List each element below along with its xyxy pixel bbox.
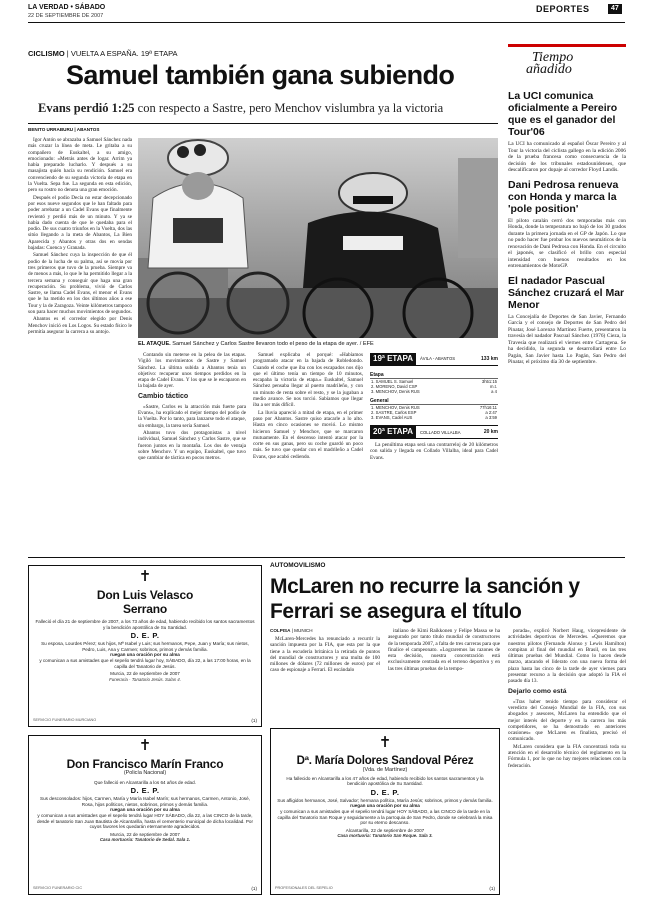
obituary xyxy=(28,565,262,727)
sidebar-item-headline: Dani Pedrosa renueva con Honda y marca la 'pole position' xyxy=(508,178,619,215)
obituary-subtitle: (Vda. de Martínez) xyxy=(362,767,408,773)
obituary-date: Murcia, 22 de septiembre de 2007 xyxy=(110,831,180,837)
sidebar-item-headline: La UCI comunica oficialmente a Pereiro que es el ganador del Tour'06 xyxy=(508,90,618,138)
obituary-funeral: y comunican a sus amistades que el sepelio tendrá lugar HOY SÁBADO, a las CINCO de la tarde en la capilla del Tanatorio San Roque y seguidamente a la parroquia de San Pedro, donde se celebrará la misa por su eterno descanso. xyxy=(277,808,493,826)
paragraph: Abantos es el corredor elegido por Denis Menchov inició en Los Logos. Su estado físico le permitía asegurar la carrera a su antojo. xyxy=(28,316,132,335)
caption-bold: EL ATAQUE. xyxy=(138,341,171,347)
obituary-text: Que falleció en Alcantarilla a los 64 años de edad. xyxy=(94,779,196,785)
obituary-prayer: ruegan una oración por su alma xyxy=(110,807,180,813)
sidebar-item-body: La UCI ha comunicado al español Óscar Pereiro y al Tour la victoria del ciclista gallego en la edición 2006 de la prueba francesa como consecuencia de la decisión de los tribunales estadounidenses, que descalificaron por dopaje al corredor Floyd Landis. xyxy=(508,141,626,173)
table-row: 2. MORENO, David CSP m.t. xyxy=(371,384,497,389)
sidebar-title xyxy=(508,44,626,76)
stage-header xyxy=(370,352,498,366)
next-stage-km: 20 km xyxy=(483,429,498,435)
obituary-rip: D. E. P. xyxy=(130,631,160,641)
obituary-funeral: y comunican a sus amistades que el sepelio tendrá lugar HOY SÁBADO, día 22, a las CINCO de la tarde, desde el tanatorio San Juan Bautista de Alcantarilla, hasta el cementerio municipal de dicha localidad. Por cuyos favores les quedarán eternamente agradecidos. xyxy=(36,812,254,830)
table-row: 1. MENCHOV, Denis RUS 77h16:11 xyxy=(371,405,497,410)
obituary-text: Ha fallecido en Alcantarilla a los 47 años de edad, habiendo recibido los santos sacramentos y la bendición apostólica de Su Santidad. xyxy=(286,775,484,787)
obituary-footer-right: (1) xyxy=(489,886,495,892)
table-row: 3. MENCHOV, Denis RUS a 4 xyxy=(371,389,497,394)
paragraph: «Tras haber tenido tiempo para considerar el veredicto del Consejo Mundial de la FIA, con sus abogados y asesores, McLaren ha entendido que el mejor interés del deporte y en la carrera los más competidores, se ha demostrado en anteriores ocasiones» que McLaren es finalista, precisó el comunicado. xyxy=(508,698,626,743)
byline-place: ABANTOS xyxy=(76,127,100,132)
obituary-family: Sus afligidos hermanos, José, Salvador; hermana política, María Jesús; sobrinos, primos y demás familia. xyxy=(277,797,493,803)
paragraph: Samuel explicaba el porqué: «Habíamos programado atacar en la bajada de Robledondo. Cuando el coche que iba con los escapados nos dijo que el último tenía un tiempo de 10 minutos, escapaba la victoria de etapa.» Euskaltel, Samuel Sánchez pensaba llegar al puerto madrileño, y con un minuto de renta sobre el resto, y se la jugaban a medio avance. Se nos torció. Sabíamos que llegar iba a ser más difícil. xyxy=(253,352,363,409)
motor-byline-place: MUNICH xyxy=(294,628,313,633)
byline-author: BENITO URRABURU xyxy=(28,127,74,132)
obituary-funeral: y comunican a sus amistades que el sepelio tendrá lugar hoy, SÁBADO, día 22, a las 17:00 horas, en la capilla del Tanatorio de Jesús. xyxy=(39,657,251,669)
sidebar-item-body: La Concejalía de Deportes de San Javier, Fernando García y el consejo de Deportes de San Pedro del Pinatar, José Lorenzo Martínez Fuerte, presentaron la travesía del nadador Pascual Sánchez (1976) Cieza, la Travesía que realizará el viernes entre Cartagena. Se ha decidido, la segunda se desarrollará entre Lo Pagán, San Javier hasta Lo Pagán, San Pedro del Pinatar, el próximo día 30 de septiembre. xyxy=(508,313,626,365)
cross-icon: ✝ xyxy=(378,733,392,751)
cycling-photo xyxy=(138,138,498,338)
section-divider xyxy=(28,557,625,558)
table-row: 2. SASTRE, Carlos ESP a 2:47 xyxy=(371,410,497,415)
next-stage-text xyxy=(370,442,498,482)
paragraph: La lluvia apareció a mitad de etapa, en el primer paso por Abantos. Sastre quiso atacarle a lo alto. Hasta en cinco ocasiones se movió. Lo mismo hicieron Samuel y Menchov, que se marcaron mutuamente. En el descenso intentó atacar por la corte en sus ganas, pero su coche guardó un poco más. Se tuvo que quedar con el madrileño a Cadel Evans, que acabó cediendo. xyxy=(253,409,363,460)
cycling-subhead: Cambio táctico xyxy=(138,392,189,400)
paper-date: 22 DE SEPTIEMBRE DE 2007 xyxy=(28,13,104,19)
paragraph: Contando sin meterse en la pelea de las etapas. Vigiló los movimientos de Sastre y Samuel Sánchez. La última subida a Abantos tenía un objetivo: recuperar unos tiempos perdidos en la etapa de Cadel Evans. Y los que se le escaparon en la bajada de ayer. xyxy=(138,352,246,390)
obituary-footer-left: SERVICIO FUNERARIO CIC xyxy=(33,886,83,891)
paragraph: McLaren-Mercedes ha renunciado a recurrir la sanción impuesta por la FIA, que esta por la que tiene a la escudería británica la retirada de puntos del mundial de constructores y una multa de 100 millones de dólares (72 millones de euros) por el caso de espionaje a Ferrari. El escándalo xyxy=(270,636,380,674)
sidebar-title-line2: añadido xyxy=(526,62,572,77)
general-results-table xyxy=(370,405,498,420)
obituary-date: Alcantarilla, 22 de septiembre de 2007 xyxy=(345,827,425,833)
motor-column-1 xyxy=(270,636,380,722)
paragraph: Después el podio Decía no estar decepcionado por esos nueve segundos que le han faltado para poder arrebatar a un Cadel Evans que finalmente revientó y perdió más de un minuto. Y ya se había dado cuenta de que le quedaba para el podio. De sus cuatro triunfos en la Vuelta, dos las sitúo llegando a la meta de Abantos, La Bien Aparecida y Abantos y otras dos en sendas bajadas: Cuenca y Granada. xyxy=(28,194,132,252)
sidebar-item-headline: El nadador Pascual Sánchez cruzará el Mar Menor xyxy=(508,274,625,311)
obituary-footer-right: (1) xyxy=(251,718,257,724)
motor-headline-line1: McLaren no recurre la sanción y xyxy=(270,575,580,598)
kicker-section: CICLISMO xyxy=(28,49,65,58)
obituary-footer-left: PROFESIONALES DEL SEPELIO xyxy=(275,886,333,891)
stage-km: 133 km xyxy=(481,355,498,362)
motor-column-3 xyxy=(508,628,626,896)
sidebar-spacer xyxy=(508,76,626,88)
paragraph: «Sastre, Carlos es la atracción más fuerte para Evans», ha explicado el mejor tiempo del podio de la Vuelta. Por lo tanto, para lanzarse todo el ataque, sin embargo, la tarea sería Samuel. xyxy=(138,403,246,429)
sidebar-title-line1: Tiempo xyxy=(532,50,574,65)
section-title: DEPORTES xyxy=(536,4,590,14)
obituary xyxy=(270,728,500,895)
stage-results-header: Etapa xyxy=(370,372,498,379)
cross-icon: ✝ xyxy=(138,567,152,585)
motor-headline xyxy=(270,574,626,624)
paper-name: LA VERDAD • SÁBADO xyxy=(28,4,106,11)
stage-label: 19ª ETAPA xyxy=(370,353,416,365)
cycling-headline: Samuel también gana subiendo xyxy=(66,60,455,90)
obituary-footer-left: SERVICIO FUNERARIO MURCIANO xyxy=(33,718,97,723)
stage-results-box xyxy=(370,352,498,492)
obituary-name: Dª. María Dolores Sandoval Pérez xyxy=(296,755,474,767)
sidebar-tiempo-anadido xyxy=(508,44,626,574)
next-stage-label: 20ª ETAPA xyxy=(370,426,416,438)
masthead xyxy=(28,4,628,24)
motor-headline-line2: Ferrari se asegura el título xyxy=(270,600,522,623)
obituary-footer-right: (1) xyxy=(251,886,257,892)
cross-icon: ✝ xyxy=(138,736,152,754)
cycling-column-2 xyxy=(138,352,246,550)
deck-bold: Evans perdió 1:25 xyxy=(38,101,135,115)
obituary-funeral-home: Casa mortuoria: Tanatorio San Roque. Sala 3. xyxy=(337,833,433,839)
general-results-header: General xyxy=(370,398,498,405)
paragraph: italiano de Kimi Raikkonen y Felipe Massa se ha asegurado por tanto título mundial de constructores de la temporada 2007, a falta de tres carreras para que finalice el campeonato. «Lograremos las razones de esta decisión, nuestra concentración está exclusivamente centrada en el terreno deportivo y en las tres últimas pruebas de la tempo- xyxy=(388,628,500,672)
obituary-family: Su esposa, Lourdes Pérez; sus hijos, Mª Isabel y Luis; sus hermanos, Pepe, Juan y María; sus nietos, Pedro, Luis, Ana y Carmen; sobrinos, primos y demás familia. xyxy=(41,641,249,652)
motor-column-2 xyxy=(388,628,500,722)
sidebar-item-body: El piloto catalán cerró dos temporadas más con Honda, donde la temperatura no bajó de los 30 grados durante la primera jornada en el GP de Japón. Lo que no pudo hacer fue probar los nuevos neumáticos de la renovación de Dani Pedrosa con Honda. En el circuito el japonés, se clasificó el brillo con especial intensidad con buenos resultados en los entrenamientos de MotoGP. xyxy=(508,217,626,269)
caption-text: Samuel Sánchez y Carlos Sastre llevaron todo el peso de la etapa de ayer. / EFE xyxy=(170,341,374,347)
cycling-kicker xyxy=(28,49,178,58)
motor-byline-author: COLPISA xyxy=(270,628,291,633)
cycling-byline: BENITO URRABURU | ABANTOS xyxy=(28,127,100,132)
obituary-prayer: ruegan una oración por su alma xyxy=(110,652,180,658)
obituary-subtitle: (Policía Nacional) xyxy=(123,770,167,776)
masthead-rule xyxy=(28,22,625,23)
obituary-text: Falleció el día 21 de septiembre de 2007, a los 73 años de edad, habiendo recibido los santos sacramentos y la bendición apostólica de Su Santidad. xyxy=(35,619,255,630)
motor-subhead: Dejarlo como está xyxy=(508,687,567,695)
cycling-column-3 xyxy=(253,352,363,550)
obituary-funeral-home: Funeraria · Tanatorio Jesús. Salas 4. xyxy=(109,676,181,682)
page-number: 47 xyxy=(608,4,622,14)
stage-results-table xyxy=(370,379,498,394)
paragraph: La penúltima etapa será una contrarreloj de 20 kilómetros con salida y llegada en Collado Villalba, ideal para Cadel Evans. xyxy=(370,442,498,461)
paragraph: Abantos tuvo dos protagonistas a nivel individual, Samuel Sánchez y Carlos Sastre, que se fueron juntos en la montaña. Los dos de ventaja sobre Menchov. Y un equipo, Euskaltel, que tuvo que cambiar de táctica en pocos metros. xyxy=(138,429,246,462)
obituary-date: Murcia, 22 de septiembre de 2007 xyxy=(110,671,180,677)
byline-rule xyxy=(28,123,498,124)
photo-caption xyxy=(138,341,498,347)
cycling-column-1 xyxy=(28,137,132,550)
obituary-prayer: ruegan una oración por su alma xyxy=(350,803,420,809)
table-row: 1. SAMUEL S. Samuel 3h51:15 xyxy=(371,379,497,384)
stage-route: ÁVILA - ABANTOS xyxy=(420,356,456,361)
next-stage-route: COLLADO VILLALBA xyxy=(420,429,461,435)
kicker-event: VUELTA A ESPAÑA. 19ª ETAPA xyxy=(70,49,178,58)
obituary-rip: D. E. P. xyxy=(130,786,160,796)
obituary-family: Sus desconsolados: hijos, Carmen, María y María Isabel Marín; sus hermanos, Carmen, Antonio, José, Rosa, hijos políticos, nietos, sobrinos, primos y demás familia. xyxy=(40,796,250,807)
next-stage-header xyxy=(370,425,498,439)
obituary-name: Don Francisco Marín Franco xyxy=(66,757,224,771)
obituary xyxy=(28,735,262,895)
obituary-rip: D. E. P. xyxy=(370,787,400,797)
motor-byline: COLPISA | MUNICH xyxy=(270,628,313,633)
cyclists-illustration xyxy=(138,138,498,338)
obituary-name: Serrano xyxy=(123,602,167,616)
paragraph: Igor Antón se abrazaba a Samuel Sánchez nada más cruzar la línea de meta. Le gritaba a su compañero de Euskaltel, a su amigo, emocionado: «Metrás antes de logar. Arrim ya había preparado lucharlo. Y después a su masajista quién hacía su rendición. Samuel era convenciendo de su segunda victoria de etapa en la Vuelta. Sepa fue. La segunda en esta edición, pero su rostro no denota una gran emoción. xyxy=(28,137,132,194)
paragraph: Samuel Sánchez cuya la inspección de que él podio de la lucha de su palma, así se movía por tres primeros que tuvo de la prueba. Siempre va de menos a más, lo que le ha permitido llegar a la tercera semana y conseguir que haga una gran recuperación. Su problema, vivió de Carlos Sastre, se llama Cadel Evans, el menor el Evans que le ha metido en los dos últimos años a ese Tour y la de Zaragoza. Veinte kilómetros tampoco son para hacer muchos movimientos de segundos. xyxy=(28,252,132,316)
deck-rest: con respecto a Sastre, pero Menchov vislumbra ya la victoria xyxy=(134,101,444,115)
obituary-funeral-home: Casa mortuoria: Tanatorio de Sedal. Sala 1. xyxy=(99,837,191,843)
obituary-name: Don Luis Velasco xyxy=(96,588,194,602)
cycling-deck xyxy=(38,101,443,116)
motor-kicker: AUTOMOVILISMO xyxy=(270,562,326,569)
paragraph: McLaren considera que la FIA concentrará toda su atención en el desarrollo técnico del reglamento en la Fórmula 1, por lo que no hay mejores relaciones con la federación. xyxy=(508,743,626,769)
paragraph: porada», explicó Norbert Haug, vicepresidente de actividades deportivas de Mercedes. «Queremos que nuestros pilotos (Fernando Alonso y Lewis Hamilton) compitan al final del mundial en Brasil, en las tres últimas pruebas del Mundial. Como lo hacen desde marzo, atacando el liderato con una nueva forma del plazo hasta las cinco de la tarde de ayer viernes para presentar recurso a la decisión que adoptó la FIA el pasado día 13. xyxy=(508,628,626,685)
kicker-separator: | xyxy=(66,49,71,58)
sidebar-top-rule xyxy=(508,44,626,47)
table-row: 3. EVANS, Cadel AUS a 3:59 xyxy=(371,415,497,420)
